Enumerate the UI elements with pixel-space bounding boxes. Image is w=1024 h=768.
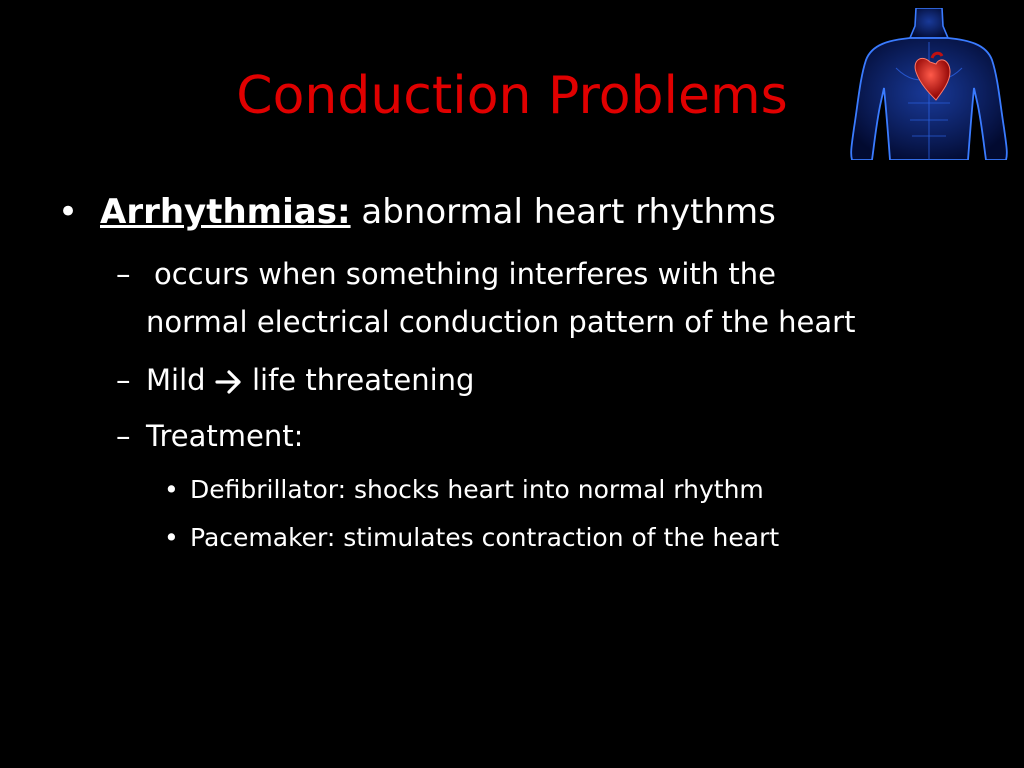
right-arrow-icon [215,369,243,395]
sub-bullet-marker: – [116,419,131,453]
anatomical-torso-with-heart-icon [850,8,1008,160]
slide-title: Conduction Problems [236,66,788,126]
bullet-marker: • [58,192,79,232]
sub-bullet-marker: – [116,363,131,397]
sub-bullet-occurs-line2: normal electrical conduction pattern of the heart [146,305,856,339]
bullet-arrhythmias-text: abnormal heart rhythms [350,192,776,232]
mild-label: Mild [146,363,206,397]
treatment-item-marker: • [164,523,179,552]
term-arrhythmias: Arrhythmias: [100,192,351,232]
sub-bullet-occurs-line1: occurs when something interferes with the [154,257,776,291]
treatment-item-marker: • [164,475,179,504]
treatment-item-pacemaker: Pacemaker: stimulates contraction of the heart [190,523,780,552]
sub-bullet-treatment: Treatment: [146,419,304,453]
life-threatening-label: life threatening [251,363,475,397]
bullet-arrhythmias [100,192,776,232]
sub-bullet-marker: – [116,257,131,291]
sub-bullet-mild [146,356,474,404]
treatment-item-defibrillator: Defibrillator: shocks heart into normal rhythm [190,475,764,504]
